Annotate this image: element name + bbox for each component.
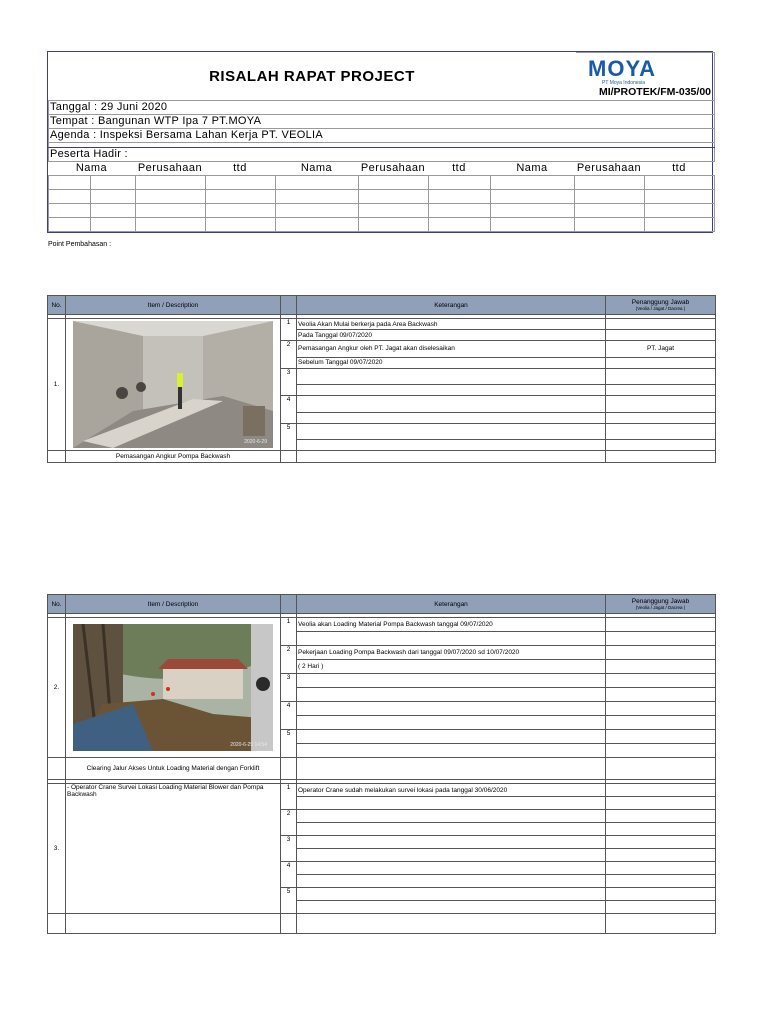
note-number: 3 xyxy=(281,368,297,396)
note-text: ( 2 Hari ) xyxy=(297,660,606,674)
responsible-party xyxy=(606,810,716,823)
note-number: 4 xyxy=(281,862,297,888)
item-description-cell xyxy=(66,784,281,914)
note-text xyxy=(297,862,606,875)
note-number: 2 xyxy=(281,646,297,674)
item-caption: Pemasangan Angkur Pompa Backwash xyxy=(66,451,281,463)
responsible-party xyxy=(606,440,716,451)
col-keterangan: Keterangan xyxy=(297,296,606,315)
discussion-points-label: Point Pembahasan : xyxy=(48,241,112,248)
note-number: 1 xyxy=(281,319,297,341)
note-text: Veolia akan Loading Material Pompa Backwash tanggal 09/07/2020 xyxy=(297,618,606,632)
logo-wordmark: MOYA xyxy=(588,56,656,81)
responsible-party xyxy=(606,357,716,368)
note-text xyxy=(297,888,606,901)
participant-col-header: ttd xyxy=(452,162,466,174)
responsible-party xyxy=(606,730,716,744)
meeting-place: Tempat : Bangunan WTP Ipa 7 PT.MOYA xyxy=(50,115,262,127)
item-description-cell xyxy=(66,319,281,451)
note-text xyxy=(297,875,606,888)
responsible-party xyxy=(606,901,716,914)
meeting-header xyxy=(47,51,713,233)
note-text xyxy=(297,810,606,823)
responsible-party xyxy=(606,823,716,836)
responsible-party xyxy=(606,744,716,758)
responsible-party xyxy=(606,875,716,888)
note-text: Pekerjaan Loading Pompa Backwash dari tanggal 09/07/2020 sd 10/07/2020 xyxy=(297,646,606,660)
note-text xyxy=(297,688,606,702)
note-text xyxy=(297,674,606,688)
responsible-party xyxy=(606,674,716,688)
photo-timestamp: 2020-6-29 xyxy=(244,439,267,445)
responsible-party xyxy=(606,368,716,385)
responsible-party xyxy=(606,632,716,646)
col-pj: Penanggung Jawab (Veolia / Jagat / Dacrea ) xyxy=(606,595,716,614)
note-text: Veolia Akan Mulai berkerja pada Area Backwash xyxy=(297,319,606,330)
note-number: 2 xyxy=(281,341,297,369)
col-item: Item / Description xyxy=(66,296,281,315)
responsible-party xyxy=(606,660,716,674)
item-description-cell xyxy=(66,618,281,758)
note-text xyxy=(297,730,606,744)
table-row xyxy=(48,618,716,632)
note-text xyxy=(297,901,606,914)
note-number: 4 xyxy=(281,702,297,730)
note-number: 5 xyxy=(281,888,297,914)
participant-col-header: Perusahaan xyxy=(576,162,642,174)
note-text xyxy=(297,702,606,716)
note-number: 2 xyxy=(281,810,297,836)
note-text xyxy=(297,385,606,396)
participant-col-header: Nama xyxy=(300,162,333,174)
item-number: 2. xyxy=(48,618,66,758)
col-pj: Penanggung Jawab (Veolia / Jagat / Dacrea ) xyxy=(606,296,716,315)
note-text xyxy=(297,412,606,423)
participant-col-header: ttd xyxy=(233,162,247,174)
meeting-date: Tanggal : 29 Juni 2020 xyxy=(50,101,168,113)
note-text: Sebelum Tanggal 09/07/2020 xyxy=(297,357,606,368)
responsible-party xyxy=(606,618,716,632)
note-text: Operator Crane sudah melakukan survei lokasi pada tanggal 30/06/2020 xyxy=(297,784,606,797)
responsible-party xyxy=(606,702,716,716)
note-text xyxy=(297,632,606,646)
note-number: 4 xyxy=(281,396,297,424)
caption-row xyxy=(48,914,716,934)
participants-label: Peserta Hadir : xyxy=(50,148,128,160)
responsible-party xyxy=(606,888,716,901)
note-text xyxy=(297,849,606,862)
responsible-party xyxy=(606,849,716,862)
note-number: 1 xyxy=(281,618,297,646)
responsible-party xyxy=(606,385,716,396)
note-text xyxy=(297,836,606,849)
item-number: 3. xyxy=(48,784,66,914)
meeting-agenda: Agenda : Inspeksi Bersama Lahan Kerja PT. VEOLIA xyxy=(50,129,324,141)
participant-column-headers xyxy=(48,162,712,176)
note-text xyxy=(297,744,606,758)
responsible-party xyxy=(606,716,716,730)
participant-col-header: ttd xyxy=(672,162,686,174)
table-row xyxy=(48,319,716,330)
responsible-party xyxy=(606,646,716,660)
caption-row xyxy=(48,758,716,780)
item-table-2 xyxy=(47,594,716,934)
caption-row xyxy=(48,451,716,463)
page-title: RISALAH RAPAT PROJECT xyxy=(48,52,576,100)
note-number: 3 xyxy=(281,674,297,702)
responsible-party xyxy=(606,423,716,440)
document-number: MI/PROTEK/FM-035/00 xyxy=(598,86,711,98)
note-text: Pada Tanggal 09/07/2020 xyxy=(297,330,606,341)
logo-tagline: PT Moya Indonesia xyxy=(602,80,645,86)
note-text xyxy=(297,823,606,836)
item-caption: Clearing Jalur Akses Untuk Loading Material dengan Forklift xyxy=(66,758,281,780)
note-text xyxy=(297,440,606,451)
responsible-party xyxy=(606,784,716,797)
note-number: 1 xyxy=(281,784,297,810)
item-table-1 xyxy=(47,295,716,463)
table-row xyxy=(48,784,716,797)
participant-col-header: Nama xyxy=(516,162,548,174)
note-number: 3 xyxy=(281,836,297,862)
note-text xyxy=(297,716,606,730)
col-no: No. xyxy=(48,595,66,614)
photo-timestamp: 2020-6-29 14:54 xyxy=(230,742,267,748)
responsible-party: PT. Jagat xyxy=(606,341,716,358)
item-number: 1. xyxy=(48,319,66,451)
note-text xyxy=(297,797,606,810)
site-photo xyxy=(73,624,273,751)
col-keterangan: Keterangan xyxy=(297,595,606,614)
company-logo xyxy=(588,58,678,86)
site-photo xyxy=(73,321,273,448)
responsible-party xyxy=(606,396,716,413)
col-item: Item / Description xyxy=(66,595,281,614)
participant-col-header: Perusahaan xyxy=(137,162,203,174)
responsible-party xyxy=(606,319,716,330)
note-text xyxy=(297,396,606,413)
participant-col-header: Perusahaan xyxy=(360,162,426,174)
note-number: 5 xyxy=(281,423,297,451)
note-number: 5 xyxy=(281,730,297,758)
responsible-party xyxy=(606,836,716,849)
col-no: No. xyxy=(48,296,66,315)
note-text: Pemasangan Angkur oleh PT. Jagat akan diselesaikan xyxy=(297,341,606,358)
responsible-party xyxy=(606,412,716,423)
responsible-party xyxy=(606,797,716,810)
note-text xyxy=(297,368,606,385)
item-caption xyxy=(66,914,281,934)
participant-col-header: Nama xyxy=(75,162,108,174)
note-text xyxy=(297,423,606,440)
item-description: - Operator Crane Survei Lokasi Loading Material Blower dan Pompa Backwash xyxy=(67,784,264,798)
responsible-party xyxy=(606,688,716,702)
responsible-party xyxy=(606,330,716,341)
responsible-party xyxy=(606,862,716,875)
